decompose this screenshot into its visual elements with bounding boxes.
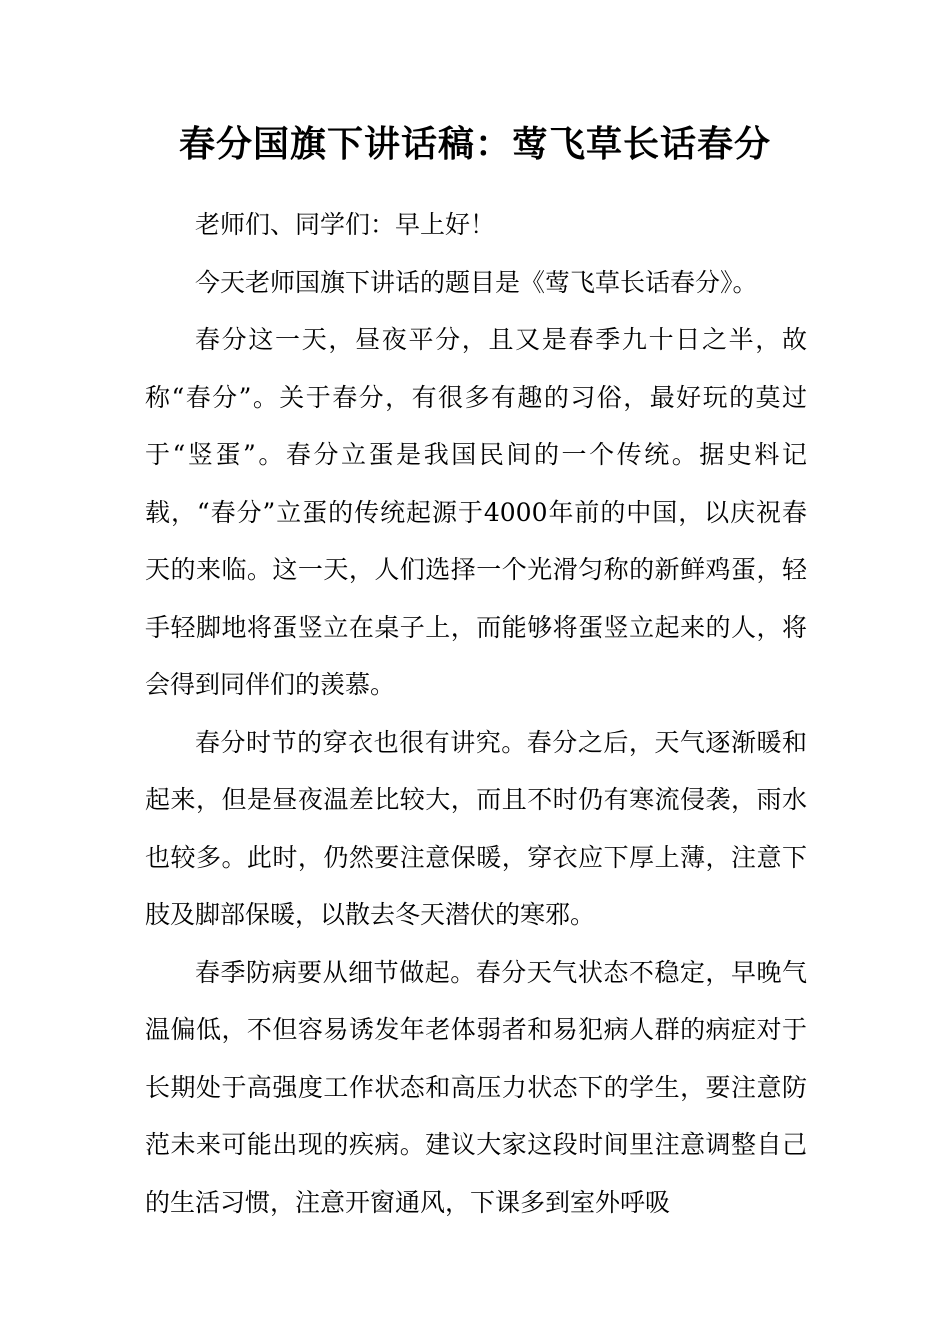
paragraph-egg-custom: 春分这一天，昼夜平分，且又是春季九十日之半，故称“春分”。关于春分，有很多有趣的习俗，最好玩的莫过于“竖蛋”。春分立蛋是我国民间的一个传统。据史料记载，“春分”立蛋的传统起源于4000年前的中国，以庆祝春天的来临。这一天，人们选择一个光滑匀称的新鲜鸡蛋，轻手轻脚地将蛋竖立在桌子上，而能够将蛋竖立起来的人，将会得到同伴们的羡慕。 (145, 325, 807, 699)
paragraph-greeting: 老师们、同学们：早上好！ (195, 210, 496, 239)
paragraph-health: 春季防病要从细节做起。春分天气状态不稳定，早晚气温偏低，不但容易诱发年老体弱者和易犯病人群的病症对于长期处于高强度工作状态和高压力状态下的学生，要注意防范未来可能出现的疾病。建议大家这段时间里注意调整自己的生活习惯，注意开窗通风，下课多到室外呼吸 (145, 957, 807, 1217)
document-title: 春分国旗下讲话稿：莺飞草长话春分 (178, 123, 771, 165)
document-body (145, 196, 807, 1231)
paragraph-clothing: 春分时节的穿衣也很有讲究。春分之后，天气逐渐暖和起来，但是昼夜温差比较大，而且不时仍有寒流侵袭，雨水也较多。此时，仍然要注意保暖，穿衣应下厚上薄，注意下肢及脚部保暖，以散去冬天潜伏的寒邪。 (145, 727, 807, 929)
paragraph-topic: 今天老师国旗下讲话的题目是《莺飞草长话春分》。 (195, 267, 758, 297)
